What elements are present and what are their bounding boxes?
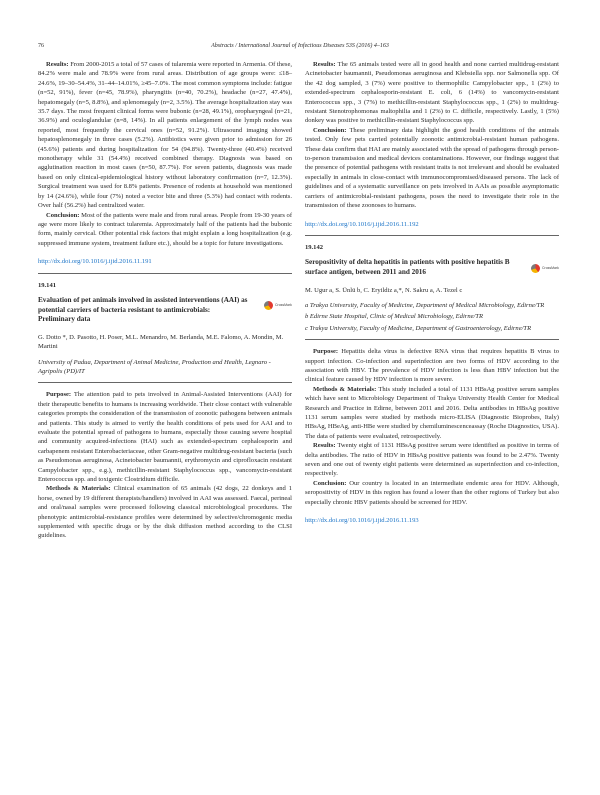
section-label: Methods & Materials: <box>46 485 111 493</box>
abstract-title: Seropositivity of delta hepatitis in patients with positive hepatitis B surface antigen, between 2011 and 2016 <box>305 258 510 276</box>
left-column <box>38 60 292 541</box>
divider <box>38 382 292 383</box>
doi-link[interactable]: http://dx.doi.org/10.1016/j.ijid.2016.11.192 <box>305 220 419 228</box>
abstract-id: 19.141 <box>38 281 57 289</box>
affiliation: University of Padua, Department of Animal Medicine, Production and Health, Legnaro - Agripolis (PD)/IT <box>38 358 271 375</box>
conclusion-paragraph: Conclusion: Most of the patients were male and from rural areas. People from 19-30 years of age were more likely to contract tularemia. Approximately half of the patients had the bubonic form, mainly cervical. Other potential risk factors that might explain a long hospitalization (e.g. suppressed immune system, treatment failure etc.), should be a topic for future investigations. <box>38 211 293 247</box>
author-list: G. Dotto *, D. Pasotto, H. Poser, M.L. Menandro, M. Berlanda, M.E. Falomo, A. Mondin, M. Martini <box>38 333 284 351</box>
section-label: Results: <box>313 442 336 450</box>
divider <box>38 273 292 274</box>
section-label: Purpose: <box>46 391 72 399</box>
methods-paragraph: Methods & Materials: This study included a total of 1131 HBsAg positive serum samples which have sent to Microbiology Department of Trakya University Health Center for Medical Research and Practice in Edirne, between 2011 and 2016. Delta antibodies in HBsAg positive 1131 serum samples were studied by methods micro-ELISA (Diagnostic Bioprobes, Italy) HBsAg, HBeAg, anti-HBe were studied by chemiluminescenceassay (Roche Diagnostics, USA). The data of patients were evaluated, retrospectively. <box>305 385 559 440</box>
section-label: Results: <box>46 61 69 68</box>
results-paragraph: Results: The 65 animals tested were all in good health and none carried multidrug-resistant Acinetobacter baumannii, Pseudomonas aeruginosa and Klebsiella spp. nor Salmonella spp. Of the 42 dog sampled, 3 (7%) were positive to thermophilic Campylobacter spp., 1 (2%) to extended-spectrum cephalosporin-resistant E. coli, 6 (14%) to vancomycin-resistant Enterococcus spp., 3 (7%) to methicillin-resistant Staphylococcus spp., 1 (2%) to multidrug-resistant Stenotrophomonas maltophilia and 1 (2%) to C. difficile, respectively. Lastly, 1 (5%) donkey was positive to methicillin-resistant Staphylococcus spp. <box>305 61 559 125</box>
title-block <box>38 296 292 325</box>
section-label: Results: <box>313 61 336 68</box>
crossmark-badge[interactable]: CrossMark <box>264 300 292 312</box>
purpose-paragraph: Purpose: The attention paid to pets involved in Animal-Assisted Interventions (AAI) for their therapeutic benefits to humans is increasing worldwide. Their close contact with vulnerable categories prompts the consideration of the transmission of zoonotic pathogens between animals and patients. This study is aimed to verify the health conditions of pets used for AAI and to evaluate the potential spread of pathogens to humans, especially those causing severe hospital and community acquired-infections (HAI) such as extended-spectrum cephalosporin and carbapenem resistant Enterobacteriaceae, other Gram-negative multidrug-resistant bacteria (such as Pseudomonas aeruginosa, Acinetobacter baumannii, erythromycin and ciprofloxacin resistant Campylobacter spp., e.g.), methicillin-resistant Staphylococcus spp., vancomycin-resistant Enterococcus spp. and toxigenic Clostridium difficile. <box>38 391 292 483</box>
crossmark-icon <box>531 264 540 273</box>
right-column <box>305 60 559 531</box>
section-label: Conclusion: <box>46 211 80 219</box>
section-label: Methods & Materials: <box>313 385 377 393</box>
section-label: Purpose: <box>313 348 339 356</box>
results-paragraph: Results: From 2000-2015 a total of 57 cases of tularemia were reported in Armenia. Of these, 84.2% were male and 78.9% were from rural areas. Distribution of age groups were: ≤18–24.6%, 19–30–54.4%, 31–44–14.01%, ≥45–7.0%. The most common symptoms include: fatigue (n=52, 91%), fever (n=45, 78.9%), pharyngitis (n=40, 70.2%), headache (n=27, 47.4%), hepatomegaly (n=5, 8.8%), and splenomegaly (n=2, 3.5%). The average hospitalization stay was 35.7 days. The most frequent clinical forms were bubonic (n=28, 49.1%), oropharyngeal (n=21, 36.9%) and oculoglandular (n=8, 14%). In all patients enlargement of the lymph nodes was reported, most frequently the cervical ones (n=52, 91.2%). Ultrasound imaging showed hepatosplenomegaly in three cases (5.2%). Antibiotics were given prior to admission for 26 (45.6%) patients and during hospitalization for 54 (94.8%). Twenty-three (40.4%) received monotherapy while 31 (54.4%) received combined therapy. Diagnosis was based on agglutination reaction in most cases (n=50, 87.7%). For seven patients, diagnosis was made based on only clinical-epidemiological history without laboratory confirmation (n=7, 12.3%). Surgical treatment was used for 8.8% patients. Presence of rodents at household was mentioned by 14 (24.6%), while four (7%) noted a vector bite and three (5.3%) had contact with rodents. Over half (56.2%) had centralized water. <box>38 61 293 210</box>
crossmark-icon <box>264 301 273 310</box>
running-header <box>38 43 562 55</box>
crossmark-badge[interactable]: CrossMark <box>531 262 559 274</box>
doi-link[interactable]: http://dx.doi.org/10.1016/j.ijid.2016.11.193 <box>305 517 419 525</box>
doi-link[interactable]: http://dx.doi.org/10.1016/j.ijid.2016.11.191 <box>38 258 152 266</box>
affiliation-b: b Edirne State Hospital, Clinic of Medical Microbiology, Edirne/TR <box>305 313 483 321</box>
abstract-id: 19.142 <box>305 243 324 251</box>
title-block <box>305 258 559 277</box>
section-label: Conclusion: <box>313 126 347 134</box>
divider <box>305 235 559 236</box>
page-number: 76 <box>38 43 44 49</box>
affiliation-a: a Trakya University, Faculty of Medicine, Department of Medical Microbiology, Edirne/TR <box>305 301 545 309</box>
conclusion-paragraph: Conclusion: These preliminary data highlight the good health conditions of the animals tested. Only few pets carried potentially zoonotic antimicrobial-resistant human pathogens. These data confirm that HAI are mainly associated with the spread of pathogens through person-to-person transmission and medical devices contaminations. However, our findings suggest that the presence of potential pathogens with resistant traits is not irrelevant and should be evaluated especially in animals in close-contact with immunocompromised/diseased persons. The lack of guidelines and of a systematic surveillance on pets involved in AAIs as possible asymptomatic carriers of antimicrobial-resistant pathogens, poses the need to investigate their role in the transmission of these zoonoses to humans. <box>305 126 559 210</box>
conclusion-paragraph: Conclusion: Our country is located in an intermediate endemic area for HDV. Although, seropositivity of HDV in this region has found a lower than the other regions of Turkey but also especially chronic HBV patients should be screened for HDV. <box>305 479 559 506</box>
abstract-title: Evaluation of pet animals involved in assisted interventions (AAI) as potential carriers of bacteria resistant to antimicrobials: Preliminary data <box>38 295 248 324</box>
affiliation-c: c Trakya University, Faculty of Medicine, Department of Gastroenterology, Edirne/TR <box>305 324 532 332</box>
purpose-paragraph: Purpose: Hepatitis delta virus is defective RNA virus that requires hepatitis B virus to support infection. Co-infection and superinfection are two forms of HDV according to the association with HBV. The prevalence of HDV infection is less than HBV infection but the clinical feature caused by HDV infection is more severe. <box>305 348 559 384</box>
divider <box>305 339 559 340</box>
author-list: M. Ugur a, S. Ünlü b, C. Eryildiz a,*, N. Sakru a, A. Tezel c <box>305 286 463 294</box>
results-paragraph: Results: Twenty eight of 1131 HBsAg positive serum were identified as positive in terms of delta antibodies. The ratio of HDV in HBsAg positive patients was found to be 2.47%. Twenty seven and one out of twenty eight patients were determined as superinfection and co-infection, respectively. <box>305 442 559 478</box>
journal-title: Abstracts / International Journal of Infectious Diseases 53S (2016) 4–163 <box>211 43 389 49</box>
section-label: Conclusion: <box>313 479 347 487</box>
methods-paragraph: Methods & Materials: Clinical examination of 65 animals (42 dogs, 22 donkeys and 1 horse, owned by 19 different therapists/handlers) involved in AAI was assessed. Faecal, perineal and oral/nasal samples were processed following classical microbiological procedures. The phenotypic antimicrobial-resistance profiles were determined by selective/chromogenic media supplemented with specific drugs or by the disk diffusion method according to the CLSI guidelines. <box>38 485 293 540</box>
